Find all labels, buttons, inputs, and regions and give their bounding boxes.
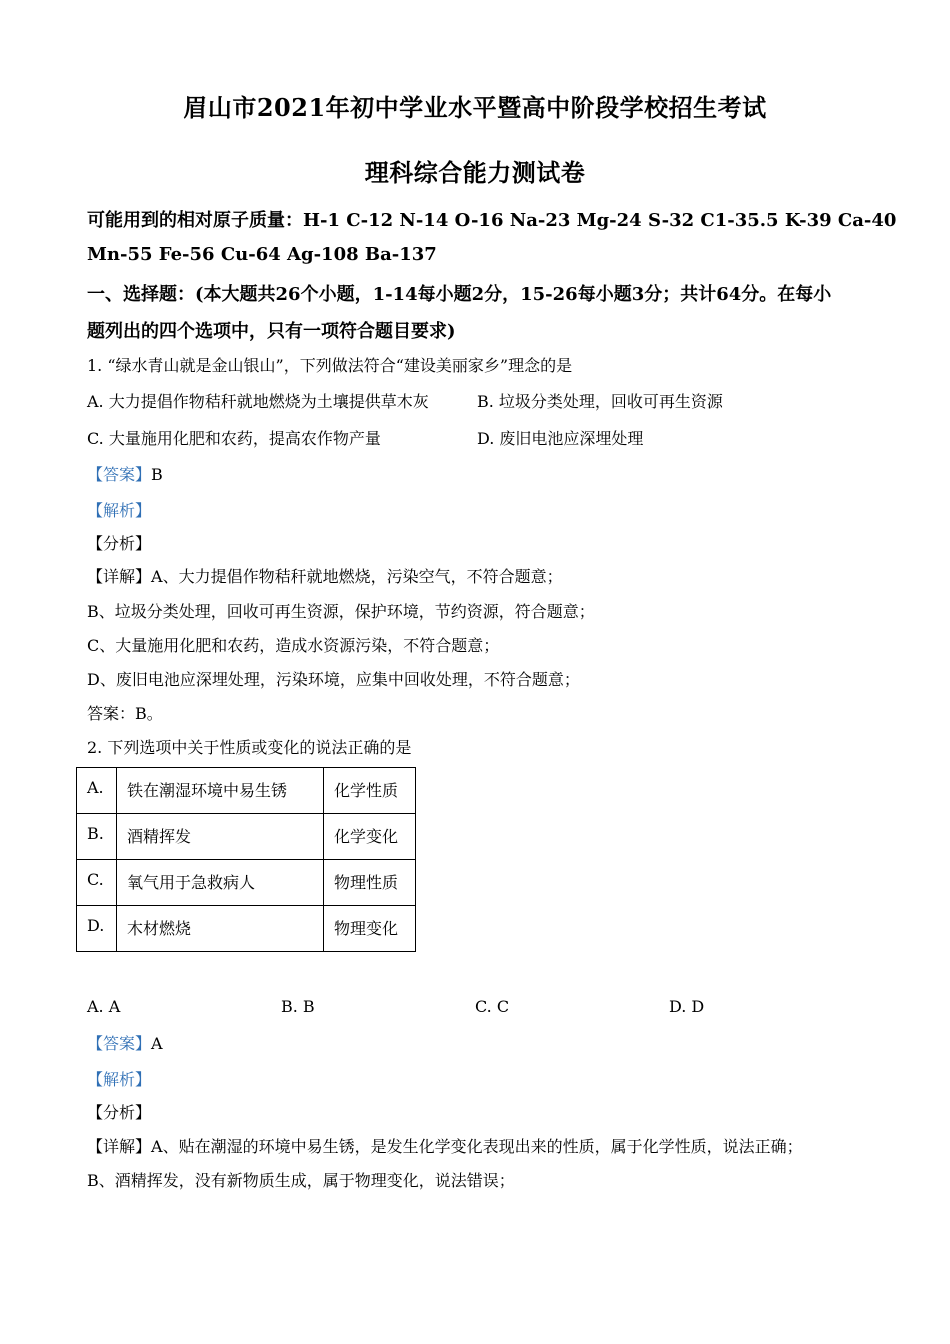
exam-title: 眉山市2021年初中学业水平暨高中阶段学校招生考试 (183, 93, 767, 122)
table-cell: 物理变化 (324, 906, 416, 952)
atomic-mass-line-1: 可能用到的相对原子质量：H-1 C-12 N-14 O-16 Na-23 Mg-24 S-32 C1-35.5 K-39 Ca-40 (87, 210, 897, 231)
q1-option-d: D. 废旧电池应深埋处理 (477, 429, 644, 448)
table-cell: D. (77, 906, 117, 952)
q2-stem: 2. 下列选项中关于性质或变化的说法正确的是 (87, 738, 412, 757)
q2-option-a: A. A (87, 997, 121, 1016)
table-cell: 铁在潮湿环境中易生锈 (117, 768, 324, 814)
q1-option-c: C. 大量施用化肥和农药，提高农作物产量 (87, 429, 381, 448)
table-cell: 物理性质 (324, 860, 416, 906)
q2-answer-value: A (151, 1034, 163, 1053)
q1-answer-label: 【答案】 (87, 465, 152, 484)
q2-answer (87, 1031, 163, 1054)
q1-detail-a-text: A、大力提倡作物秸秆就地燃烧，污染空气，不符合题意； (151, 567, 563, 586)
table-cell: 化学性质 (324, 768, 416, 814)
q1-conclusion: 答案：B。 (87, 704, 163, 723)
q1-option-a: A. 大力提倡作物秸秆就地燃烧为土壤提供草木灰 (87, 392, 429, 411)
table-cell: C. (77, 860, 117, 906)
q2-fenxi-label: 【分析】 (87, 1103, 152, 1122)
q2-options-table (76, 767, 416, 952)
atomic-mass-line-2: Mn-55 Fe-56 Cu-64 Ag-108 Ba-137 (87, 244, 437, 265)
q2-detail-b: B、酒精挥发，没有新物质生成，属于物理变化，说法错误； (87, 1171, 515, 1190)
q2-analysis-label: 【解析】 (87, 1070, 152, 1089)
section-heading-line-1: 一、选择题：(本大题共26个小题，1-14每小题2分，15-26每小题3分；共计64分。在每小 (87, 284, 832, 305)
table-cell: 化学变化 (324, 814, 416, 860)
q2-option-b: B. B (281, 997, 315, 1016)
q2-detail-a-text: A、贴在潮湿的环境中易生锈，是发生化学变化表现出来的性质，属于化学性质，说法正确； (151, 1137, 803, 1156)
q1-answer (87, 462, 163, 485)
q2-option-d: D. D (669, 997, 705, 1016)
table-cell: A. (77, 768, 117, 814)
q1-detail-c: C、大量施用化肥和农药，造成水资源污染，不符合题意； (87, 636, 500, 655)
q1-detail-d: D、废旧电池应深埋处理，污染环境，应集中回收处理，不符合题意； (87, 670, 580, 689)
q1-fenxi-label: 【分析】 (87, 534, 152, 553)
table-cell: B. (77, 814, 117, 860)
q1-analysis-label: 【解析】 (87, 501, 152, 520)
q1-detail-a (87, 564, 563, 587)
table-cell: 酒精挥发 (117, 814, 324, 860)
q1-detail-b: B、垃圾分类处理，回收可再生资源，保护环境，节约资源，符合题意； (87, 602, 595, 621)
table-row (77, 860, 416, 906)
section-heading-line-2: 题列出的四个选项中，只有一项符合题目要求) (87, 321, 456, 342)
exam-subtitle: 理科综合能力测试卷 (364, 158, 586, 187)
q2-detail-label: 【详解】 (87, 1137, 152, 1156)
q1-detail-label: 【详解】 (87, 567, 152, 586)
q1-answer-value: B (151, 465, 163, 484)
table-row (77, 906, 416, 952)
table-row (77, 814, 416, 860)
table-row (77, 768, 416, 814)
q2-option-c: C. C (475, 997, 510, 1016)
q1-option-b: B. 垃圾分类处理，回收可再生资源 (477, 392, 723, 411)
table-cell: 氧气用于急救病人 (117, 860, 324, 906)
q1-stem: 1. “绿水青山就是金山银山”，下列做法符合“建设美丽家乡”理念的是 (87, 356, 573, 375)
table-cell: 木材燃烧 (117, 906, 324, 952)
q2-detail-a (87, 1134, 803, 1157)
q2-answer-label: 【答案】 (87, 1034, 152, 1053)
